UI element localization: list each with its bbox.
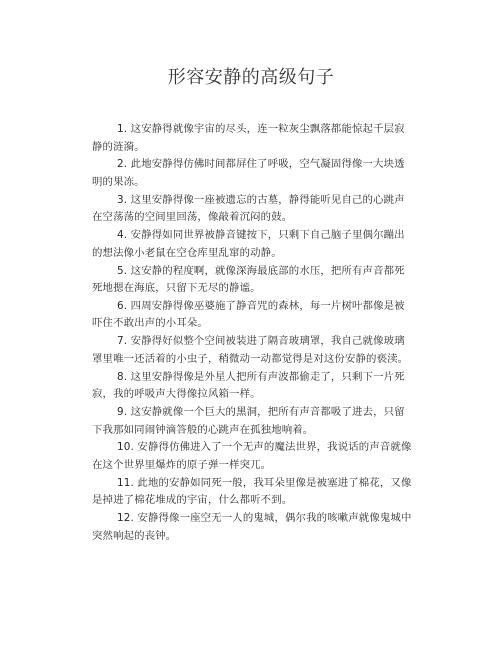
list-item: 8. 这里安静得像是外星人把所有声波都偷走了，只剩下一片死寂，我的呼吸声大得像拉风箱一样。 [92,370,405,401]
list-item: 1. 这安静得就像宇宙的尽头，连一粒灰尘飘落都能惊起千层寂静的涟漪。 [92,123,405,153]
list-item: 10. 安静得仿佛进入了一个无声的魔法世界，我说话的声音就像在这个世界里爆炸的原子弹一样突兀。 [92,441,412,471]
list-item: 12. 安静得像一座空无一人的鬼城，偶尔我的咳嗽声就像鬼城中突然响起的丧钟。 [92,512,412,542]
list-item: 11. 此地的安静如同死一般，我耳朵里像是被塞进了棉花，又像是掉进了棉花堆成的宇宙，什么都听不到。 [92,476,412,507]
document-title: 形容安静的高级句子 [167,67,335,88]
list-item: 3. 这里安静得像一座被遗忘的古墓，静得能听见自己的心跳声在空荡荡的空间里回荡，像敲着沉闷的鼓。 [92,193,405,224]
sentence-list [92,121,412,546]
list-item: 5. 这安静的程度啊，就像深海最底部的水压，把所有声音都死死地摁在海底，只留下无尽的静谧。 [92,264,405,295]
list-item: 7. 安静得好似整个空间被装进了隔音玻璃罩，我自己就像玻璃罩里唯一还活着的小虫子，稍微动一动都觉得是对这份安静的亵渎。 [92,335,409,365]
list-item: 2. 此地安静得仿佛时间都屏住了呼吸，空气凝固得像一大块透明的果冻。 [92,158,405,188]
list-item: 4. 安静得如同世界被静音键按下，只剩下自己脑子里偶尔蹦出的想法像小老鼠在空仓库里乱窜的动静。 [92,229,405,259]
list-item: 9. 这安静就像一个巨大的黑洞，把所有声音都吸了进去，只留下我那如同闹钟滴答般的心跳声在孤独地响着。 [92,406,405,436]
list-item: 6. 四周安静得像巫婆施了静音咒的森林，每一片树叶都像是被吓住不敢出声的小耳朵。 [92,299,405,330]
